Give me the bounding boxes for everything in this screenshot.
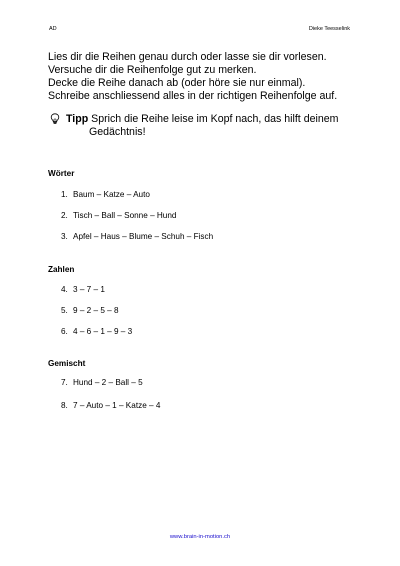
list-item [61,378,143,387]
list-item [61,401,160,410]
item-text: 9 – 2 – 5 – 8 [73,306,119,315]
item-number: 1. [61,190,68,199]
header-author: Dieke Teesselink [308,26,350,32]
list-item [61,211,176,220]
section-title-words: Wörter [48,169,75,178]
tip-label: Tipp [66,113,89,125]
item-number: 6. [61,327,68,336]
item-number: 8. [61,401,68,410]
instruction-line: Lies dir die Reihen genau durch oder lasse sie dir vorlesen. [48,51,327,63]
instruction-line: Decke die Reihe danach ab (oder höre sie nur einmal). [48,77,306,89]
item-number: 4. [61,285,68,294]
item-text: Baum – Katze – Auto [73,190,150,199]
instruction-line: Versuche dir die Reihenfolge gut zu merken. [48,64,257,76]
header-left: AD [49,26,57,32]
list-item [61,190,150,199]
item-number: 2. [61,211,68,220]
item-text: Apfel – Haus – Blume – Schuh – Fisch [73,232,214,241]
item-number: 3. [61,232,68,241]
lightbulb-icon [50,113,60,125]
item-number: 5. [61,306,68,315]
list-item [61,232,213,241]
list-item [61,306,119,315]
tip-text-continued: Gedächtnis! [89,126,146,138]
list-item [61,285,105,294]
item-text: Hund – 2 – Ball – 5 [73,378,143,387]
tip-box [66,113,366,139]
item-number: 7. [61,378,68,387]
instruction-line: Schreibe anschliessend alles in der richtigen Reihenfolge auf. [48,90,338,102]
section-title-numbers: Zahlen [48,265,75,274]
item-text: 4 – 6 – 1 – 9 – 3 [73,327,133,336]
footer-link[interactable]: www.brain-in-motion.ch [169,534,231,540]
section-title-mixed: Gemischt [48,359,86,368]
list-item [61,327,132,336]
item-text: 7 – Auto – 1 – Katze – 4 [73,401,161,410]
instructions [48,51,368,103]
item-text: 3 – 7 – 1 [73,285,105,294]
item-text: Tisch – Ball – Sonne – Hund [73,211,177,220]
tip-text: Sprich die Reihe leise im Kopf nach, das hilft deinem [91,113,339,125]
